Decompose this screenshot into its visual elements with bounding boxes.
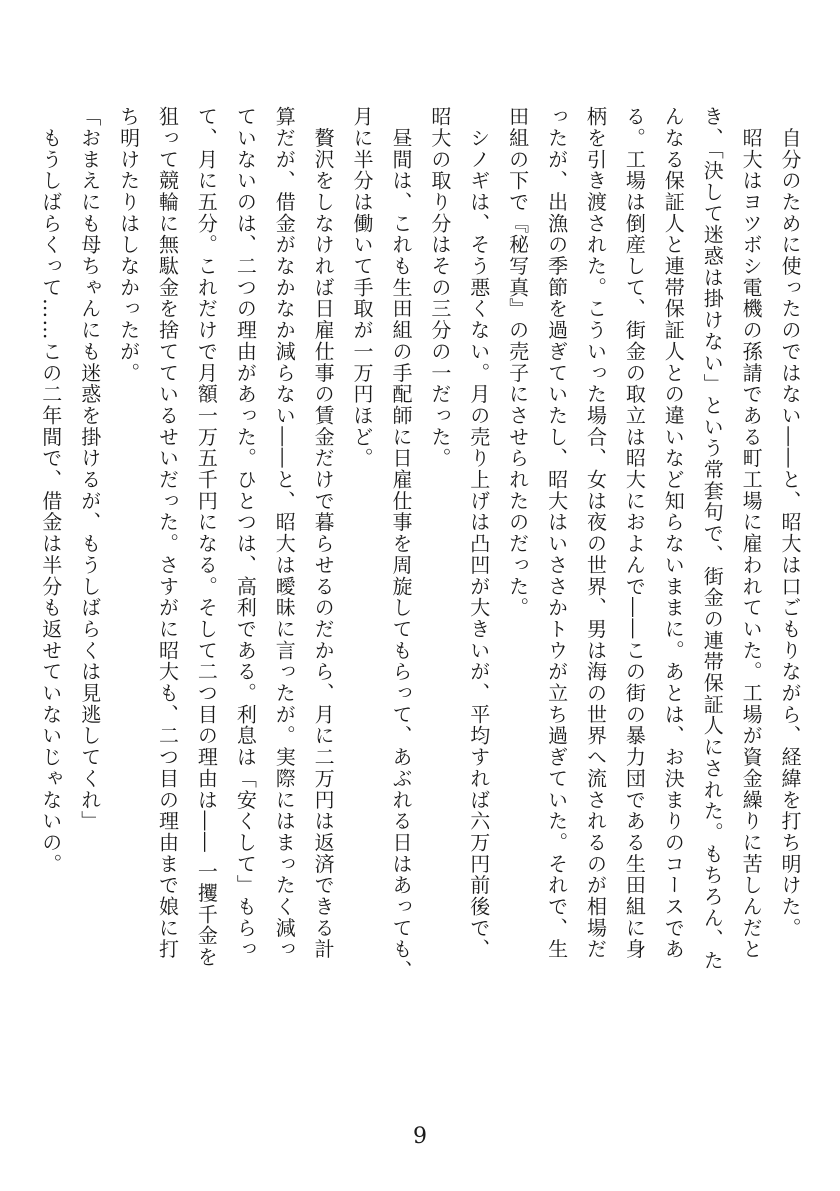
- text-line: 狙って競輪に無駄金を捨てているせいだった。さすがに昭大も、二つ目の理由まで娘に打: [155, 106, 180, 960]
- text-line: て、月に五分。これだけで月額一万五千円になる。そして二つ目の理由は―― 一攫千金を: [194, 106, 219, 968]
- text-line: 昭大はヨツボシ電機の孫請である町工場に雇われていた。工場が資金繰りに苦しんだと: [739, 106, 764, 960]
- text-line: 月に半分は働いて手取が一万円ほど。: [350, 106, 375, 469]
- text-line: 昼間は、これも生田組の手配師に日雇仕事を周旋してもらって、あぶれる日はあっても、: [388, 106, 413, 982]
- text-line: もうしばらくって……この二年間で、借金は半分も返せていないじゃないの。: [38, 106, 63, 875]
- text-line: 田組の下で『秘写真』の売子にさせられたのだった。: [505, 106, 530, 619]
- text-line: シノギは、そう悪くない。月の売り上げは凸凹が大きいが、平均すれば六万円前後で、: [466, 106, 491, 960]
- text-line: 昭大の取り分はその三分の一だった。: [427, 106, 452, 469]
- body-text: [31, 106, 809, 982]
- text-line: 贅沢をしなければ日雇仕事の賃金だけで暮らせるのだから、月に二万円は返済できる計: [311, 106, 336, 960]
- text-line: ったが、出漁の季節を過ぎていたし、昭大はいささかトウが立ち過ぎていた。それで、生: [544, 106, 569, 960]
- text-line: る。工場は倒産して、街金の取立は昭大におよんで――この街の暴力団である生田組に身: [622, 106, 647, 960]
- text-line: ち明けたりはしなかったが。: [116, 106, 141, 384]
- text-line: 自分のために使ったのではない――と、昭大は口ごもりながら、経緯を打ち明けた。: [778, 106, 802, 939]
- text-line: 「おまえにも母ちゃんにも迷惑を掛けるが、もうしばらくは見逃してくれ」: [77, 106, 102, 832]
- text-line: き、「決して迷惑は掛けない」という常套句で、街金の連帯保証人にされた。もちろん、た: [700, 106, 725, 972]
- page-number: 9: [413, 1124, 427, 1149]
- text-line: 柄を引き渡された。こういった場合、女は夜の世界、男は海の世界へ流されるのが相場だ: [583, 106, 608, 960]
- text-line: 算だが、借金がなかなか減らない――と、昭大は曖昧に言ったが。実際にはまったく減っ: [272, 106, 297, 960]
- text-line: んなる保証人と連帯保証人との違いなど知らないままに。あとは、お決まりのコースであ: [661, 106, 686, 960]
- text-line: ていないのは、二つの理由があった。ひとつは、高利である。利息は「安くして」もらっ: [233, 106, 258, 960]
